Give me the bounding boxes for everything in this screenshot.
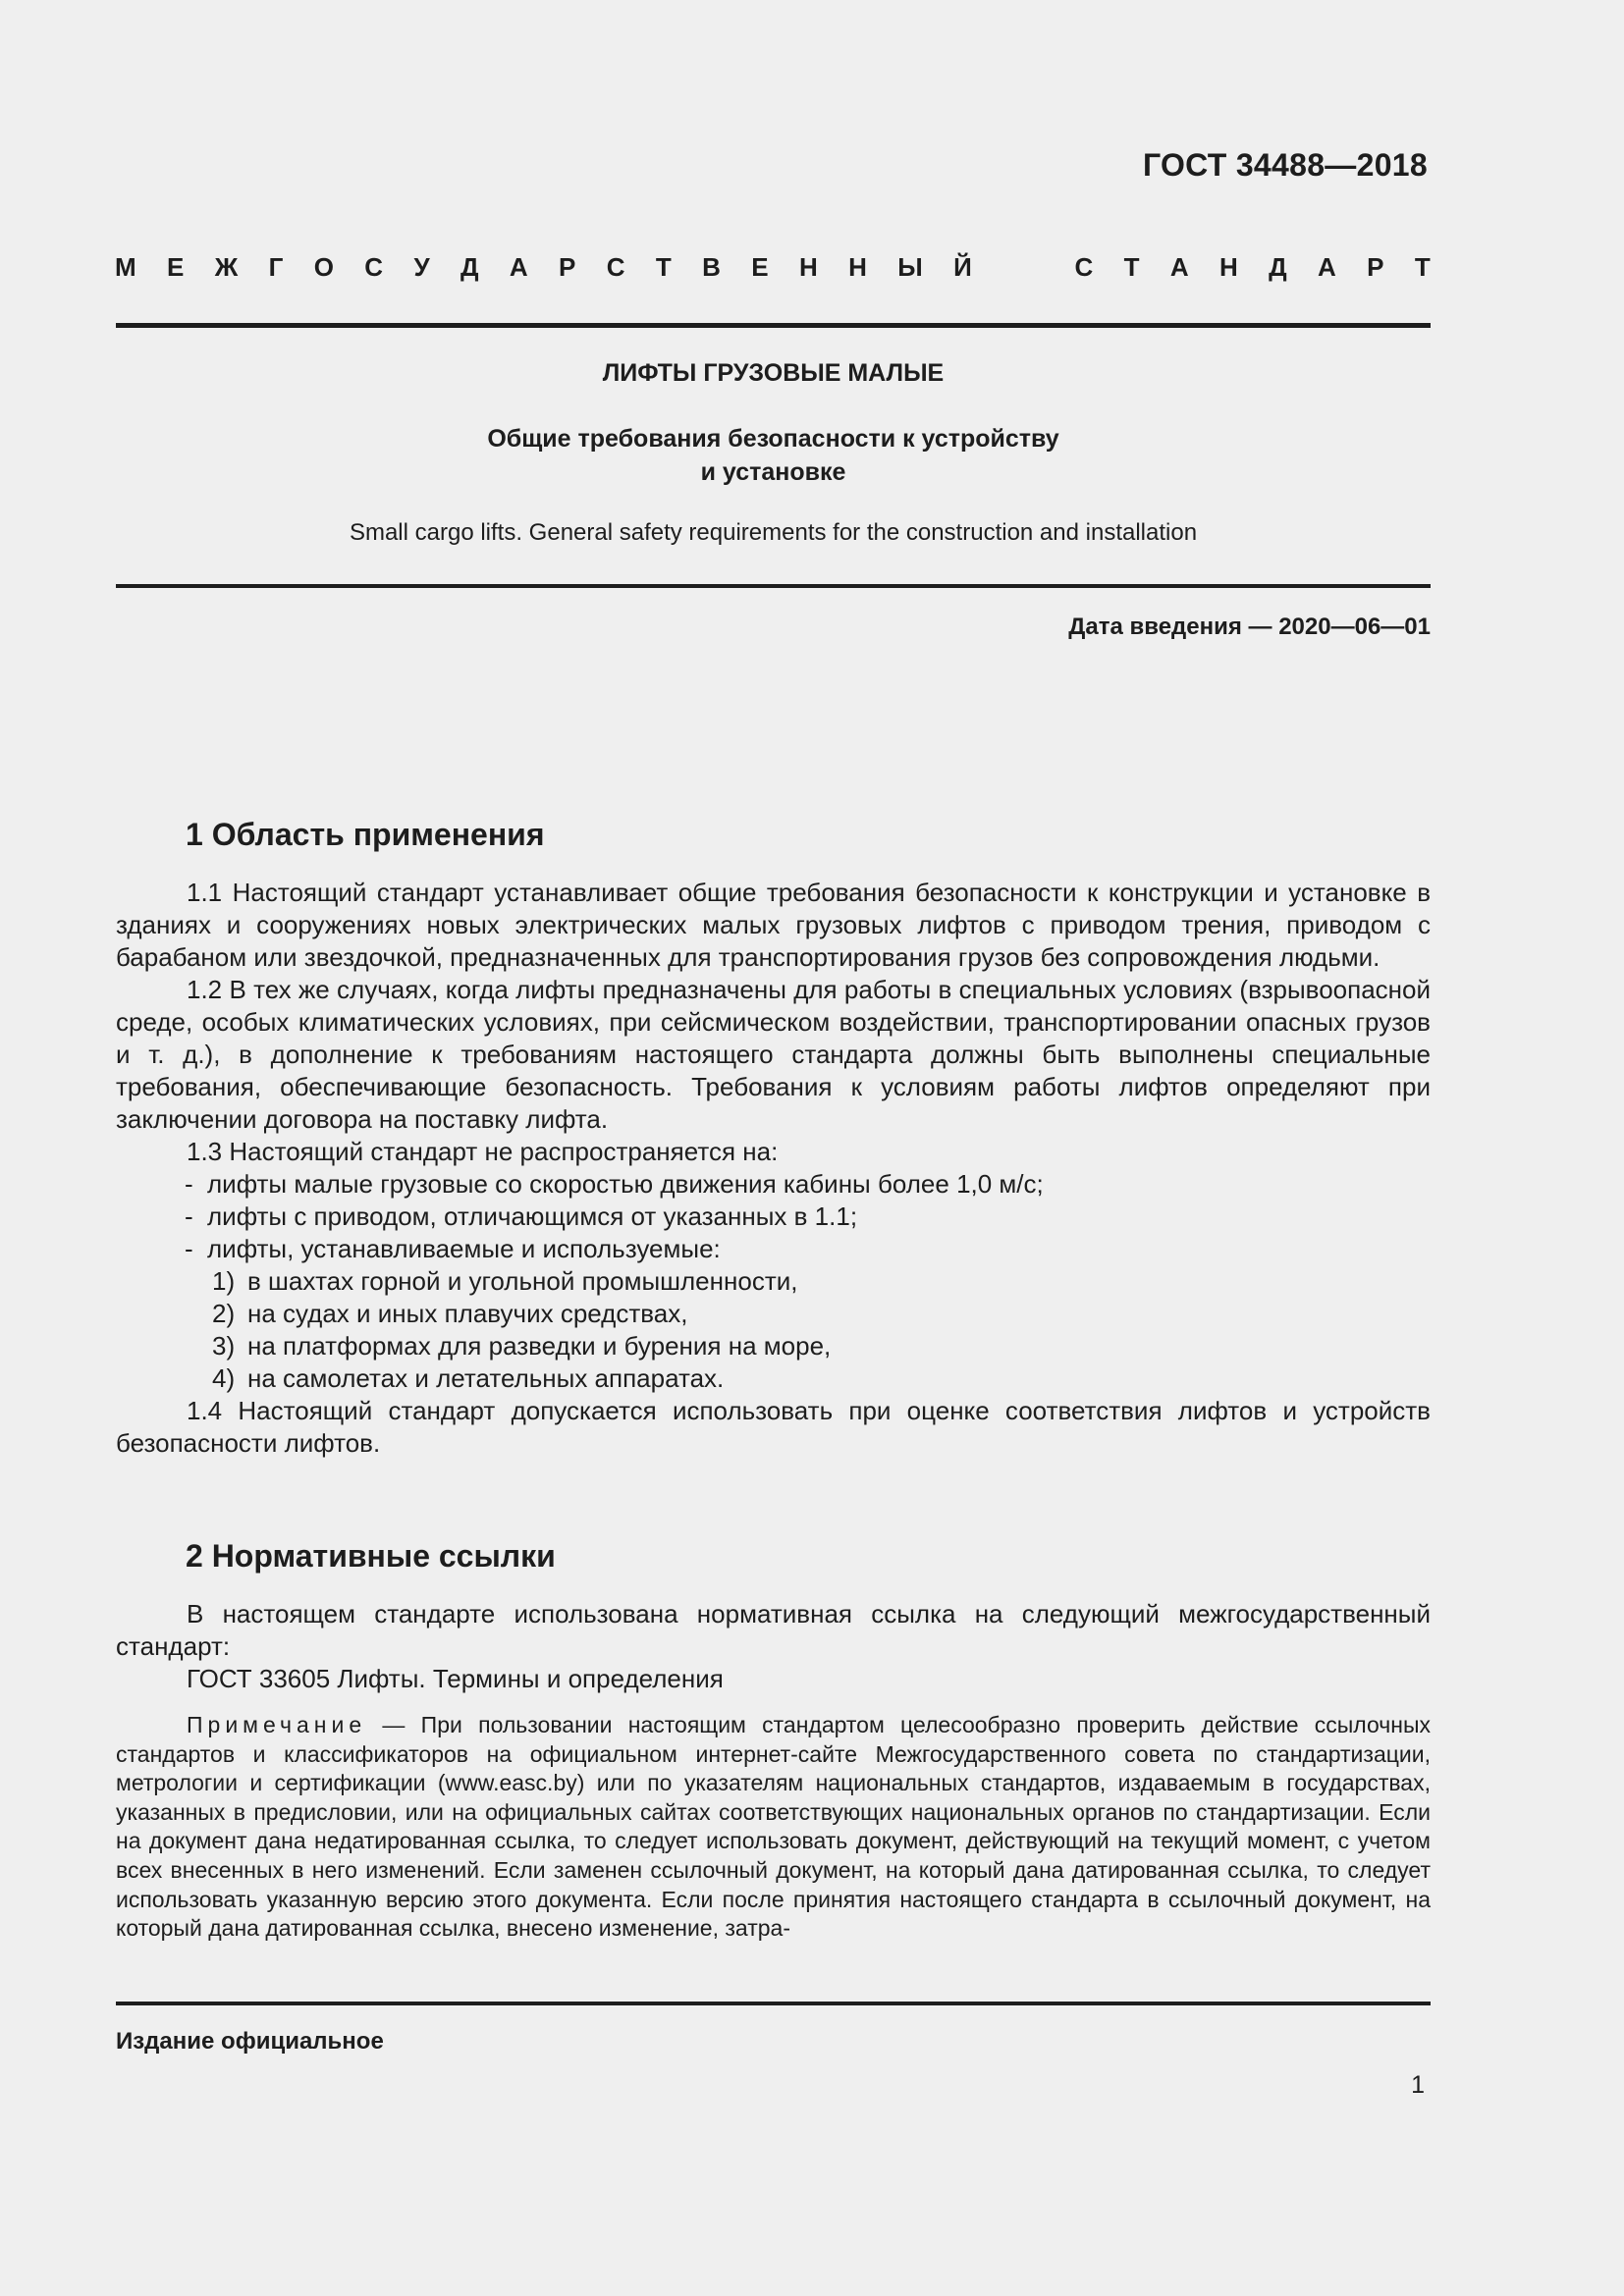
interstate-letter: Н bbox=[798, 252, 818, 282]
interstate-letter: Н bbox=[848, 252, 867, 282]
list-item-text: лифты с приводом, отличающимся от указанных в 1.1; bbox=[207, 1201, 858, 1231]
interstate-letter: Д bbox=[1269, 252, 1287, 282]
interstate-letter: Р bbox=[1367, 252, 1384, 282]
interstate-letter: У bbox=[413, 252, 430, 282]
title-rule bbox=[116, 584, 1431, 588]
list-item-text: в шахтах горной и угольной промышленности, bbox=[247, 1266, 798, 1296]
interstate-letter: Е bbox=[751, 252, 769, 282]
interstate-letter: Т bbox=[1414, 252, 1431, 282]
clause-1-1: 1.1 Настоящий стандарт устанавливает общие требования безопасности к конструкции и установке в зданиях и сооружениях новых электрических малых грузовых лифтов с приводом трения, приводом с барабаном или звездочкой, предназначенных для транспортирования грузов без сопровождения людьми. bbox=[116, 878, 1431, 972]
list-number: 2) bbox=[212, 1299, 236, 1328]
top-thick-rule bbox=[116, 323, 1431, 328]
interstate-letter: Д bbox=[460, 252, 479, 282]
dash-marker: - bbox=[185, 1201, 193, 1231]
section-heading-references: 2 Нормативные ссылки bbox=[186, 1538, 556, 1574]
interstate-letter: А bbox=[509, 252, 528, 282]
interstate-letter: Ы bbox=[897, 252, 923, 282]
interstate-letter: С bbox=[364, 252, 384, 282]
list-item bbox=[116, 1330, 1431, 1362]
list-item-text: лифты малые грузовые со скоростью движения кабины более 1,0 м/с; bbox=[207, 1169, 1044, 1199]
list-number: 3) bbox=[212, 1331, 236, 1361]
reference-gost-33605: ГОСТ 33605 Лифты. Термины и определения bbox=[187, 1664, 724, 1693]
english-title: Small cargo lifts. General safety requirements for the construction and installation bbox=[349, 519, 1198, 546]
section-scope-body bbox=[116, 877, 1431, 1460]
interstate-letter: А bbox=[1169, 252, 1189, 282]
interstate-letter: Й bbox=[953, 252, 972, 282]
document-subtitle bbox=[116, 422, 1431, 489]
list-item-text: на самолетах и летательных аппаратах. bbox=[247, 1363, 725, 1393]
list-item bbox=[116, 1233, 1431, 1265]
clause-1-4: 1.4 Настоящий стандарт допускается использовать при оценке соответствия лифтов и устройств безопасности лифтов. bbox=[116, 1396, 1431, 1458]
interstate-letter: В bbox=[702, 252, 721, 282]
note-label: Примечание bbox=[187, 1712, 367, 1737]
subtitle-line: и установке bbox=[700, 458, 846, 486]
list-item bbox=[116, 1168, 1431, 1201]
gost-number: ГОСТ 34488—2018 bbox=[1142, 147, 1428, 183]
interstate-word-gap bbox=[1002, 252, 1044, 282]
list-item-text: на платформах для разведки и бурения на море, bbox=[247, 1331, 832, 1361]
interstate-letter: Е bbox=[167, 252, 185, 282]
note-block bbox=[116, 1711, 1431, 1944]
subtitle-line: Общие требования безопасности к устройству bbox=[487, 425, 1059, 453]
interstate-letter: С bbox=[606, 252, 625, 282]
list-item bbox=[116, 1265, 1431, 1298]
interstate-letter: Н bbox=[1219, 252, 1238, 282]
section-references-body bbox=[116, 1598, 1431, 1695]
interstate-letter: А bbox=[1318, 252, 1336, 282]
interstate-letter: С bbox=[1074, 252, 1094, 282]
page-number: 1 bbox=[1411, 2071, 1425, 2099]
list-item bbox=[116, 1362, 1431, 1395]
dash-marker: - bbox=[185, 1234, 193, 1263]
list-number: 1) bbox=[212, 1266, 236, 1296]
clause-1-2: 1.2 В тех же случаях, когда лифты предназначены для работы в специальных условиях (взрывоопасной среде, особых климатических условиях, при сейсмическом воздействии, транспортировании опасных грузов и т. д.), в дополнение к требованиям настоящего стандарта должны быть выполнены специальные требования, обеспечивающие безопасность. Требования к условиям работы лифтов определяют при заключении договора на поставку лифта. bbox=[116, 975, 1431, 1134]
section-heading-scope: 1 Область применения bbox=[186, 817, 545, 852]
interstate-letter: Т bbox=[655, 252, 672, 282]
references-intro: В настоящем стандарте использована нормативная ссылка на следующий межгосударственный стандарт: bbox=[116, 1599, 1431, 1661]
interstate-letter: Г bbox=[268, 252, 284, 282]
list-item bbox=[116, 1201, 1431, 1233]
introduction-date: Дата введения — 2020—06—01 bbox=[1068, 614, 1431, 640]
official-edition-label: Издание официальное bbox=[116, 2028, 384, 2055]
interstate-letter: Т bbox=[1123, 252, 1140, 282]
document-title: ЛИФТЫ ГРУЗОВЫЕ МАЛЫЕ bbox=[602, 359, 945, 387]
dash-marker: - bbox=[185, 1169, 193, 1199]
note-text: — При пользовании настоящим стандартом целесообразно проверить действие ссылочных стандартов и классификаторов на официальном интернет-сайте Межгосударственного совета по стандартизации, метрологии и сертификации (www.easc.by) или по указателям национальных стандартов, издаваемым в государствах, указанных в предисловии, или на официальных сайтах соответствующих национальных органов по стандартизации. Если на документ дана недатированная ссылка, то следует использовать документ, действующий на текущий момент, с учетом всех внесенных в него изменений. Если заменен ссылочный документ, на который дана датированная ссылка, то следует использовать указанную версию этого документа. Если после принятия настоящего стандарта в ссылочный документ, на который дана датированная ссылка, внесено изменение, затра- bbox=[116, 1712, 1431, 1942]
interstate-letter: Ж bbox=[214, 252, 239, 282]
clause-1-3: 1.3 Настоящий стандарт не распространяется на: bbox=[187, 1137, 779, 1166]
interstate-letter: О bbox=[313, 252, 334, 282]
footer-rule bbox=[116, 2002, 1431, 2005]
interstate-letter: М bbox=[115, 252, 136, 282]
list-item-text: лифты, устанавливаемые и используемые: bbox=[207, 1234, 721, 1263]
list-item-text: на судах и иных плавучих средствах, bbox=[247, 1299, 688, 1328]
interstate-letter: Р bbox=[559, 252, 576, 282]
list-item bbox=[116, 1298, 1431, 1330]
list-number: 4) bbox=[212, 1363, 236, 1393]
interstate-standard-heading bbox=[115, 252, 1431, 282]
note-paragraph bbox=[116, 1711, 1431, 1944]
